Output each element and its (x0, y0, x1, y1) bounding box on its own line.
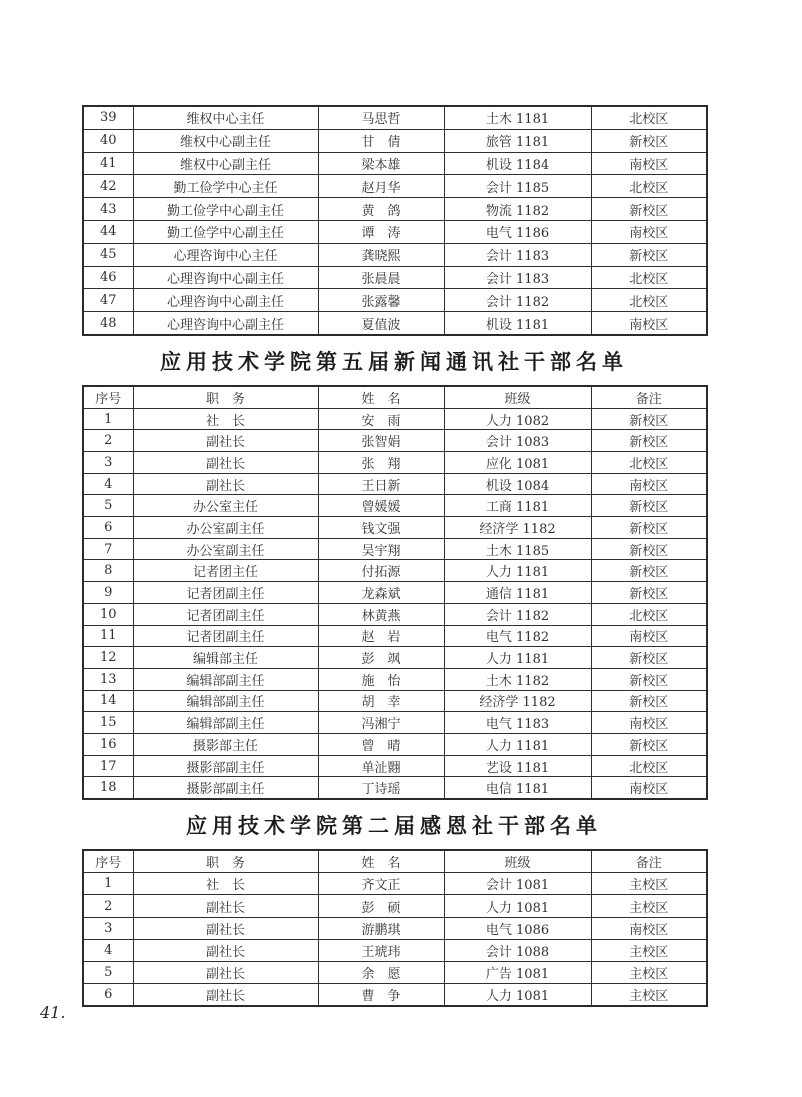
table-cell: 心理咨询中心副主任 (133, 312, 318, 335)
table-row (83, 220, 707, 243)
table-cell: 机设 1181 (444, 312, 591, 335)
table-cell: 人力 1081 (444, 984, 591, 1007)
table-cell: 南校区 (591, 917, 707, 939)
table-cell: 社 长 (133, 873, 318, 895)
table-cell: 彭 硕 (318, 895, 444, 917)
table-cell: 新校区 (591, 517, 707, 539)
table-cell: 曾媛媛 (318, 495, 444, 517)
table-cell: 心理咨询中心主任 (133, 243, 318, 266)
table-row (83, 647, 707, 669)
table-cell: 北校区 (591, 289, 707, 312)
table-cell: 1 (83, 408, 133, 430)
table-cell: 艺设 1181 (444, 755, 591, 777)
table-cell: 电气 1183 (444, 712, 591, 734)
table-cell: 人力 1082 (444, 408, 591, 430)
table-row (83, 603, 707, 625)
table-cell: 林黄燕 (318, 603, 444, 625)
table-cell: 安 雨 (318, 408, 444, 430)
table-cell: 钱文强 (318, 517, 444, 539)
table-cell: 7 (83, 538, 133, 560)
table-cell: 曹 争 (318, 984, 444, 1007)
table-cell: 龚晓熙 (318, 243, 444, 266)
table-cell: 摄影部副主任 (133, 755, 318, 777)
table-cell: 维权中心副主任 (133, 129, 318, 152)
table-cell: 3 (83, 917, 133, 939)
table-row (83, 312, 707, 335)
table-cell: 冯湘宁 (318, 712, 444, 734)
table-cell: 张晨晨 (318, 266, 444, 289)
table-cell: 南校区 (591, 777, 707, 799)
table-cell: 王日新 (318, 473, 444, 495)
table-row (83, 495, 707, 517)
table-cell: 新校区 (591, 733, 707, 755)
table-cell: 南校区 (591, 473, 707, 495)
table-row (83, 984, 707, 1007)
table-cell: 心理咨询中心副主任 (133, 289, 318, 312)
table-cell: 勤工俭学中心主任 (133, 175, 318, 198)
column-header: 备注 (591, 386, 707, 408)
table-cell: 余 愿 (318, 961, 444, 983)
table-cell: 14 (83, 690, 133, 712)
table-cell: 副社长 (133, 430, 318, 452)
table-cell: 42 (83, 175, 133, 198)
table-cell: 新校区 (591, 408, 707, 430)
table-cell: 主校区 (591, 873, 707, 895)
table-cell: 2 (83, 430, 133, 452)
table-cell: 4 (83, 939, 133, 961)
table-row (83, 266, 707, 289)
table-row (83, 106, 707, 129)
table-cell: 会计 1183 (444, 266, 591, 289)
table-row (83, 289, 707, 312)
table-cell: 新校区 (591, 582, 707, 604)
table-cell: 南校区 (591, 220, 707, 243)
table-cell: 摄影部副主任 (133, 777, 318, 799)
table-cell: 应化 1081 (444, 452, 591, 474)
table-cell: 吴宇翔 (318, 538, 444, 560)
table-cell: 人力 1181 (444, 647, 591, 669)
table-cell: 新校区 (591, 647, 707, 669)
table-cell: 主校区 (591, 984, 707, 1007)
table-cell: 会计 1182 (444, 289, 591, 312)
table-cell: 新校区 (591, 430, 707, 452)
table-cell: 会计 1081 (444, 873, 591, 895)
column-header: 序号 (83, 850, 133, 873)
table-cell: 记者团副主任 (133, 625, 318, 647)
table-cell: 新校区 (591, 668, 707, 690)
table-cell: 张智娟 (318, 430, 444, 452)
table-row (83, 777, 707, 799)
table-cell: 维权中心主任 (133, 106, 318, 129)
table-cell: 副社长 (133, 452, 318, 474)
table-cell: 办公室副主任 (133, 538, 318, 560)
table-cell: 人力 1181 (444, 733, 591, 755)
table-cell: 47 (83, 289, 133, 312)
table-cell: 胡 幸 (318, 690, 444, 712)
table-row (83, 690, 707, 712)
gratitude-club-roster-table (82, 849, 708, 1007)
table-cell: 13 (83, 668, 133, 690)
table-cell: 办公室主任 (133, 495, 318, 517)
news-agency-roster-title: 应用技术学院第五届新闻通讯社干部名单 (160, 348, 628, 374)
table-cell: 新校区 (591, 690, 707, 712)
table-cell: 新校区 (591, 129, 707, 152)
table-cell: 旅管 1181 (444, 129, 591, 152)
column-header: 班级 (444, 850, 591, 873)
table-cell: 机设 1184 (444, 152, 591, 175)
column-header: 职 务 (133, 850, 318, 873)
column-header: 职 务 (133, 386, 318, 408)
table-cell: 4 (83, 473, 133, 495)
table-cell: 赵 岩 (318, 625, 444, 647)
table-cell: 北校区 (591, 603, 707, 625)
table-cell: 电气 1186 (444, 220, 591, 243)
table-cell: 曾 晴 (318, 733, 444, 755)
table-row (83, 129, 707, 152)
table-cell: 广告 1081 (444, 961, 591, 983)
table-cell: 南校区 (591, 625, 707, 647)
table-row (83, 961, 707, 983)
table-row (83, 198, 707, 221)
table-cell: 编辑部主任 (133, 647, 318, 669)
table-cell: 经济学 1182 (444, 690, 591, 712)
table-cell: 北校区 (591, 266, 707, 289)
table-row (83, 625, 707, 647)
table-cell: 办公室副主任 (133, 517, 318, 539)
table-cell: 43 (83, 198, 133, 221)
table-cell: 土木 1185 (444, 538, 591, 560)
table-cell: 电信 1181 (444, 777, 591, 799)
table-cell: 新校区 (591, 538, 707, 560)
table-cell: 18 (83, 777, 133, 799)
table-cell: 16 (83, 733, 133, 755)
header-row (83, 386, 707, 408)
table-cell: 游鹏琪 (318, 917, 444, 939)
table-row (83, 538, 707, 560)
table-cell: 南校区 (591, 312, 707, 335)
table-cell: 心理咨询中心副主任 (133, 266, 318, 289)
table-cell: 新校区 (591, 495, 707, 517)
table-cell: 主校区 (591, 895, 707, 917)
table-cell: 北校区 (591, 175, 707, 198)
table-cell: 2 (83, 895, 133, 917)
table-cell: 北校区 (591, 106, 707, 129)
table-cell: 48 (83, 312, 133, 335)
table-row (83, 408, 707, 430)
table-cell: 44 (83, 220, 133, 243)
table-cell: 41 (83, 152, 133, 175)
table-cell: 15 (83, 712, 133, 734)
table-row (83, 517, 707, 539)
table-cell: 夏值波 (318, 312, 444, 335)
table-cell: 46 (83, 266, 133, 289)
table-cell: 维权中心副主任 (133, 152, 318, 175)
table-cell: 马思哲 (318, 106, 444, 129)
table-cell: 新校区 (591, 560, 707, 582)
table-cell: 单沚翾 (318, 755, 444, 777)
table-cell: 3 (83, 452, 133, 474)
table-cell: 会计 1185 (444, 175, 591, 198)
table-cell: 会计 1083 (444, 430, 591, 452)
table-cell: 副社长 (133, 984, 318, 1007)
table-cell: 编辑部副主任 (133, 668, 318, 690)
table-cell: 副社长 (133, 961, 318, 983)
page-number: 41. (40, 1003, 66, 1022)
table-cell: 5 (83, 495, 133, 517)
table-cell: 记者团副主任 (133, 582, 318, 604)
table-cell: 北校区 (591, 452, 707, 474)
table-cell: 工商 1181 (444, 495, 591, 517)
table-cell: 施 怡 (318, 668, 444, 690)
table-cell: 土木 1181 (444, 106, 591, 129)
table-cell: 记者团主任 (133, 560, 318, 582)
table-row (83, 175, 707, 198)
table-cell: 10 (83, 603, 133, 625)
table-cell: 12 (83, 647, 133, 669)
table-cell: 南校区 (591, 152, 707, 175)
table-cell: 会计 1182 (444, 603, 591, 625)
table-cell: 主校区 (591, 961, 707, 983)
table-cell: 摄影部主任 (133, 733, 318, 755)
gratitude-club-roster-title: 应用技术学院第二届感恩社干部名单 (186, 813, 602, 839)
table-cell: 社 长 (133, 408, 318, 430)
table-cell: 11 (83, 625, 133, 647)
table-row (83, 452, 707, 474)
table-cell: 黄 鸽 (318, 198, 444, 221)
column-header: 序号 (83, 386, 133, 408)
table-cell: 梁本雄 (318, 152, 444, 175)
table-row (83, 755, 707, 777)
table-cell: 新校区 (591, 198, 707, 221)
table-row (83, 473, 707, 495)
table-cell: 机设 1084 (444, 473, 591, 495)
table-cell: 物流 1182 (444, 198, 591, 221)
table-cell: 付拓源 (318, 560, 444, 582)
table-cell: 副社长 (133, 473, 318, 495)
table-cell: 赵月华 (318, 175, 444, 198)
table-cell: 谭 涛 (318, 220, 444, 243)
table-cell: 6 (83, 984, 133, 1007)
table-cell: 彭 飒 (318, 647, 444, 669)
table-row (83, 895, 707, 917)
document-page (82, 105, 706, 1007)
table-cell: 9 (83, 582, 133, 604)
table-row (83, 712, 707, 734)
table-cell: 北校区 (591, 755, 707, 777)
table-row (83, 733, 707, 755)
table-cell: 南校区 (591, 712, 707, 734)
table-cell: 张 翔 (318, 452, 444, 474)
table-cell: 通信 1181 (444, 582, 591, 604)
column-header: 备注 (591, 850, 707, 873)
table-cell: 主校区 (591, 939, 707, 961)
table-cell: 电气 1086 (444, 917, 591, 939)
table-cell: 45 (83, 243, 133, 266)
table-row (83, 243, 707, 266)
cadre-roster-continued-table (82, 105, 708, 336)
table-cell: 5 (83, 961, 133, 983)
table-row (83, 873, 707, 895)
table-cell: 17 (83, 755, 133, 777)
table-cell: 6 (83, 517, 133, 539)
table-row (83, 560, 707, 582)
column-header: 姓 名 (318, 386, 444, 408)
table-cell: 王琥玮 (318, 939, 444, 961)
header-row (83, 850, 707, 873)
table-cell: 8 (83, 560, 133, 582)
table-cell: 会计 1088 (444, 939, 591, 961)
table-cell: 电气 1182 (444, 625, 591, 647)
table-cell: 会计 1183 (444, 243, 591, 266)
column-header: 班级 (444, 386, 591, 408)
table-row (83, 939, 707, 961)
column-header: 姓 名 (318, 850, 444, 873)
table-row (83, 430, 707, 452)
table-row (83, 582, 707, 604)
table-cell: 副社长 (133, 939, 318, 961)
table-cell: 齐文正 (318, 873, 444, 895)
table-cell: 新校区 (591, 243, 707, 266)
table-cell: 张露馨 (318, 289, 444, 312)
table-cell: 编辑部副主任 (133, 712, 318, 734)
table-cell: 39 (83, 106, 133, 129)
table-cell: 土木 1182 (444, 668, 591, 690)
table-row (83, 152, 707, 175)
table-cell: 勤工俭学中心副主任 (133, 220, 318, 243)
table-cell: 副社长 (133, 895, 318, 917)
table-cell: 经济学 1182 (444, 517, 591, 539)
table-cell: 人力 1181 (444, 560, 591, 582)
table-row (83, 668, 707, 690)
table-cell: 龙森斌 (318, 582, 444, 604)
table-cell: 甘 倩 (318, 129, 444, 152)
table-cell: 编辑部副主任 (133, 690, 318, 712)
table-row (83, 917, 707, 939)
table-cell: 40 (83, 129, 133, 152)
table-cell: 1 (83, 873, 133, 895)
table-cell: 记者团副主任 (133, 603, 318, 625)
table-cell: 副社长 (133, 917, 318, 939)
table-cell: 丁诗瑶 (318, 777, 444, 799)
table-cell: 人力 1081 (444, 895, 591, 917)
news-agency-roster-table (82, 385, 708, 800)
table-cell: 勤工俭学中心副主任 (133, 198, 318, 221)
